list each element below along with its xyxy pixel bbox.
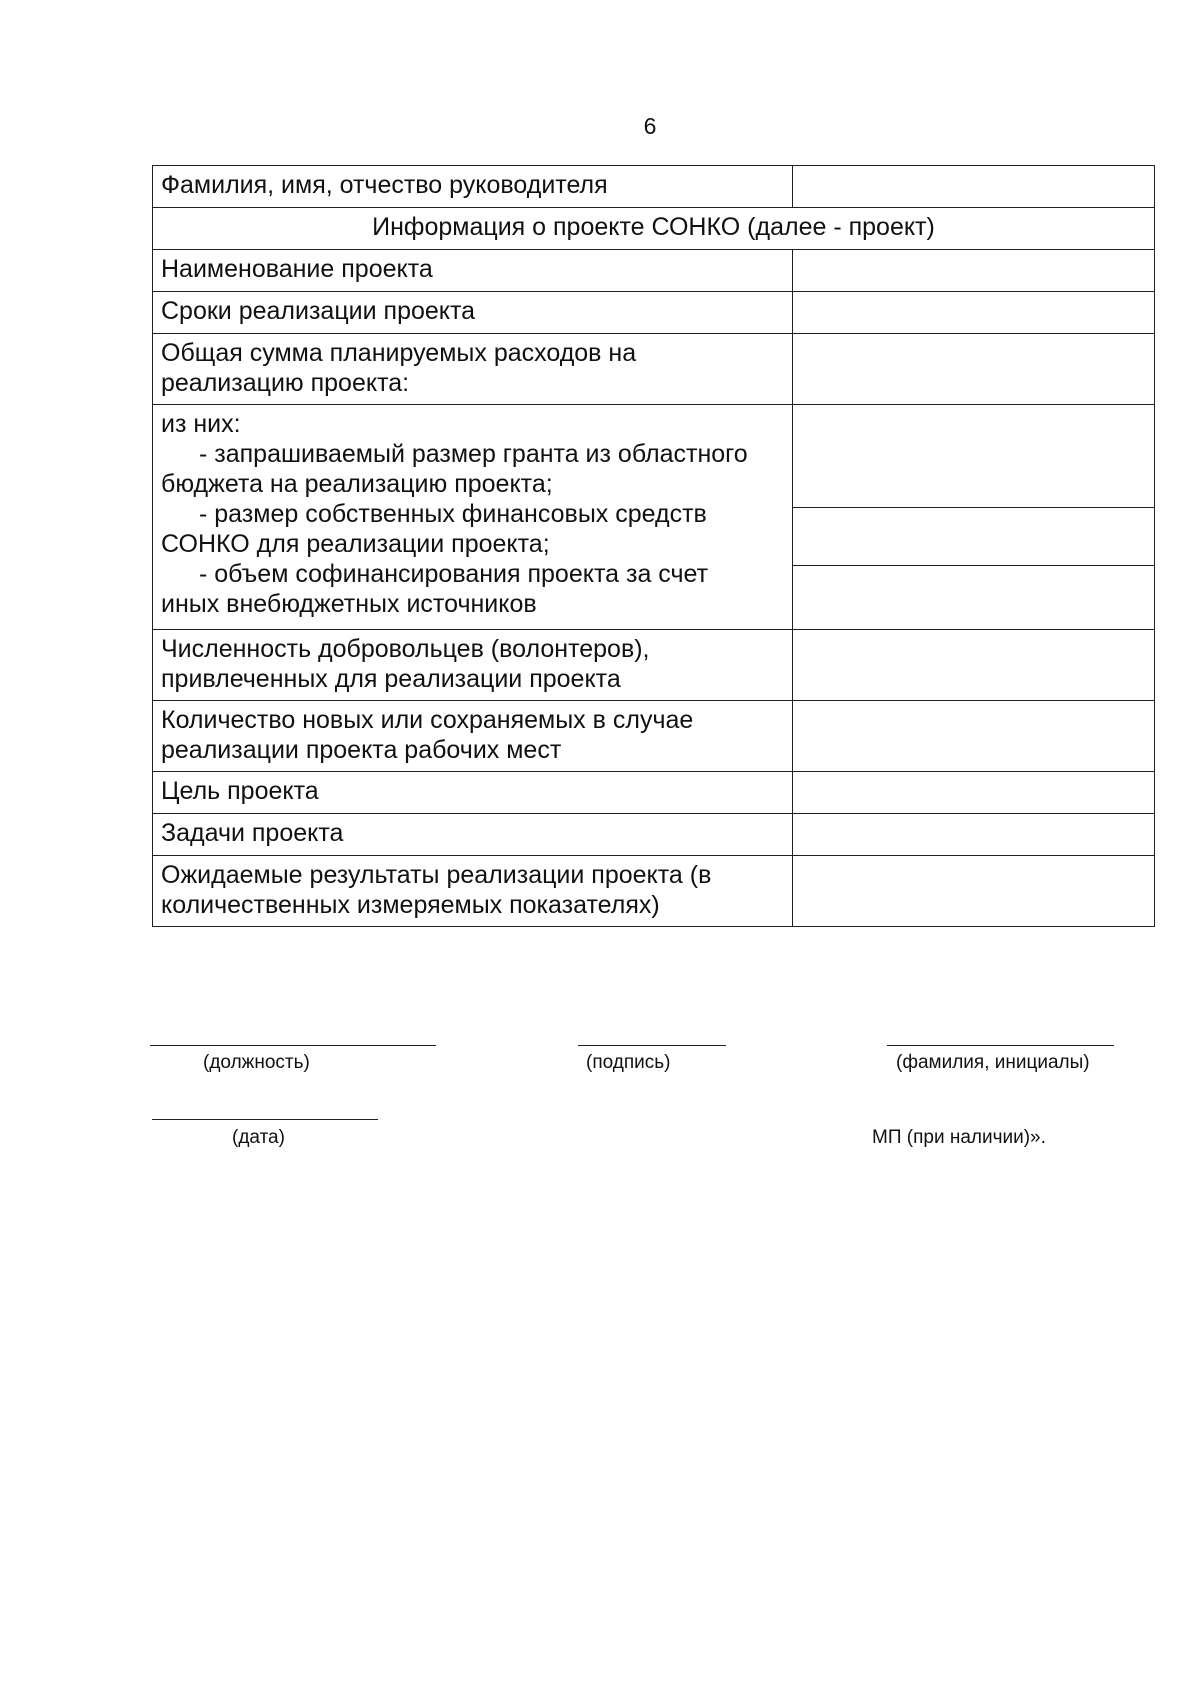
label-head: Фамилия, имя, отчество руководителя (153, 166, 793, 208)
label-jobs (153, 701, 793, 772)
table-row (153, 814, 1155, 856)
value-cell-of-them (793, 405, 1155, 630)
value-cell-name (793, 250, 1155, 292)
label-grant-line1: - запрашиваемый размер гранта из областного (199, 440, 748, 468)
table-row (153, 334, 1155, 405)
value-cell-goal (793, 772, 1155, 814)
table-row (153, 630, 1155, 701)
value-cell-grant (793, 405, 1154, 508)
label-terms: Сроки реализации проекта (153, 292, 793, 334)
table-row (153, 405, 1155, 630)
label-jobs-line2: реализации проекта рабочих мест (161, 736, 562, 764)
table-row (153, 856, 1155, 927)
signature-line (578, 1045, 726, 1046)
stamp-caption: МП (при наличии)». (872, 1127, 1046, 1148)
label-volunteers-line2: привлеченных для реализации проекта (161, 665, 621, 693)
name-initials-caption: (фамилия, инициалы) (896, 1052, 1090, 1073)
value-cell-own (793, 508, 1154, 566)
position-line (150, 1045, 436, 1046)
page-number: 6 (643, 113, 657, 139)
value-cell-cofin (793, 566, 1154, 629)
label-results-line1: Ожидаемые результаты реализации проекта (в (161, 861, 712, 889)
label-total-line1: Общая сумма планируемых расходов на (161, 339, 637, 367)
label-volunteers-line1: Численность добровольцев (волонтеров), (161, 635, 650, 663)
value-stack (793, 405, 1154, 629)
value-cell-results (793, 856, 1155, 927)
date-caption: (дата) (232, 1127, 285, 1148)
label-jobs-line1: Количество новых или сохраняемых в случае (161, 706, 694, 734)
name-initials-line (887, 1045, 1114, 1046)
label-tasks: Задачи проекта (153, 814, 793, 856)
value-cell-jobs (793, 701, 1155, 772)
label-total (153, 334, 793, 405)
label-results-line2: количественных измеряемых показателях) (161, 891, 660, 919)
table-row (153, 166, 1155, 208)
label-of-them-intro: из них: (161, 410, 241, 438)
value-cell-total (793, 334, 1155, 405)
label-goal: Цель проекта (153, 772, 793, 814)
label-of-them (153, 405, 793, 630)
label-cofin-line2: иных внебюджетных источников (161, 590, 537, 618)
value-cell-volunteers (793, 630, 1155, 701)
label-results (153, 856, 793, 927)
project-info-table (152, 165, 1155, 927)
value-cell-head (793, 166, 1155, 208)
table-row (153, 250, 1155, 292)
label-name: Наименование проекта (153, 250, 793, 292)
value-cell-terms (793, 292, 1155, 334)
section-title: Информация о проекте СОНКО (далее - проект) (153, 208, 1155, 250)
label-own-line1: - размер собственных финансовых средств (199, 500, 707, 528)
table-row (153, 292, 1155, 334)
label-grant-line2: бюджета на реализацию проекта; (161, 470, 553, 498)
position-caption: (должность) (203, 1052, 310, 1073)
value-cell-tasks (793, 814, 1155, 856)
table-row (153, 208, 1155, 250)
label-cofin-line1: - объем софинансирования проекта за счет (199, 560, 709, 588)
label-volunteers (153, 630, 793, 701)
table-row (153, 772, 1155, 814)
label-own-line2: СОНКО для реализации проекта; (161, 530, 550, 558)
table-row (153, 701, 1155, 772)
label-total-line2: реализацию проекта: (161, 369, 410, 397)
signature-caption: (подпись) (586, 1052, 671, 1073)
date-line (152, 1119, 378, 1120)
